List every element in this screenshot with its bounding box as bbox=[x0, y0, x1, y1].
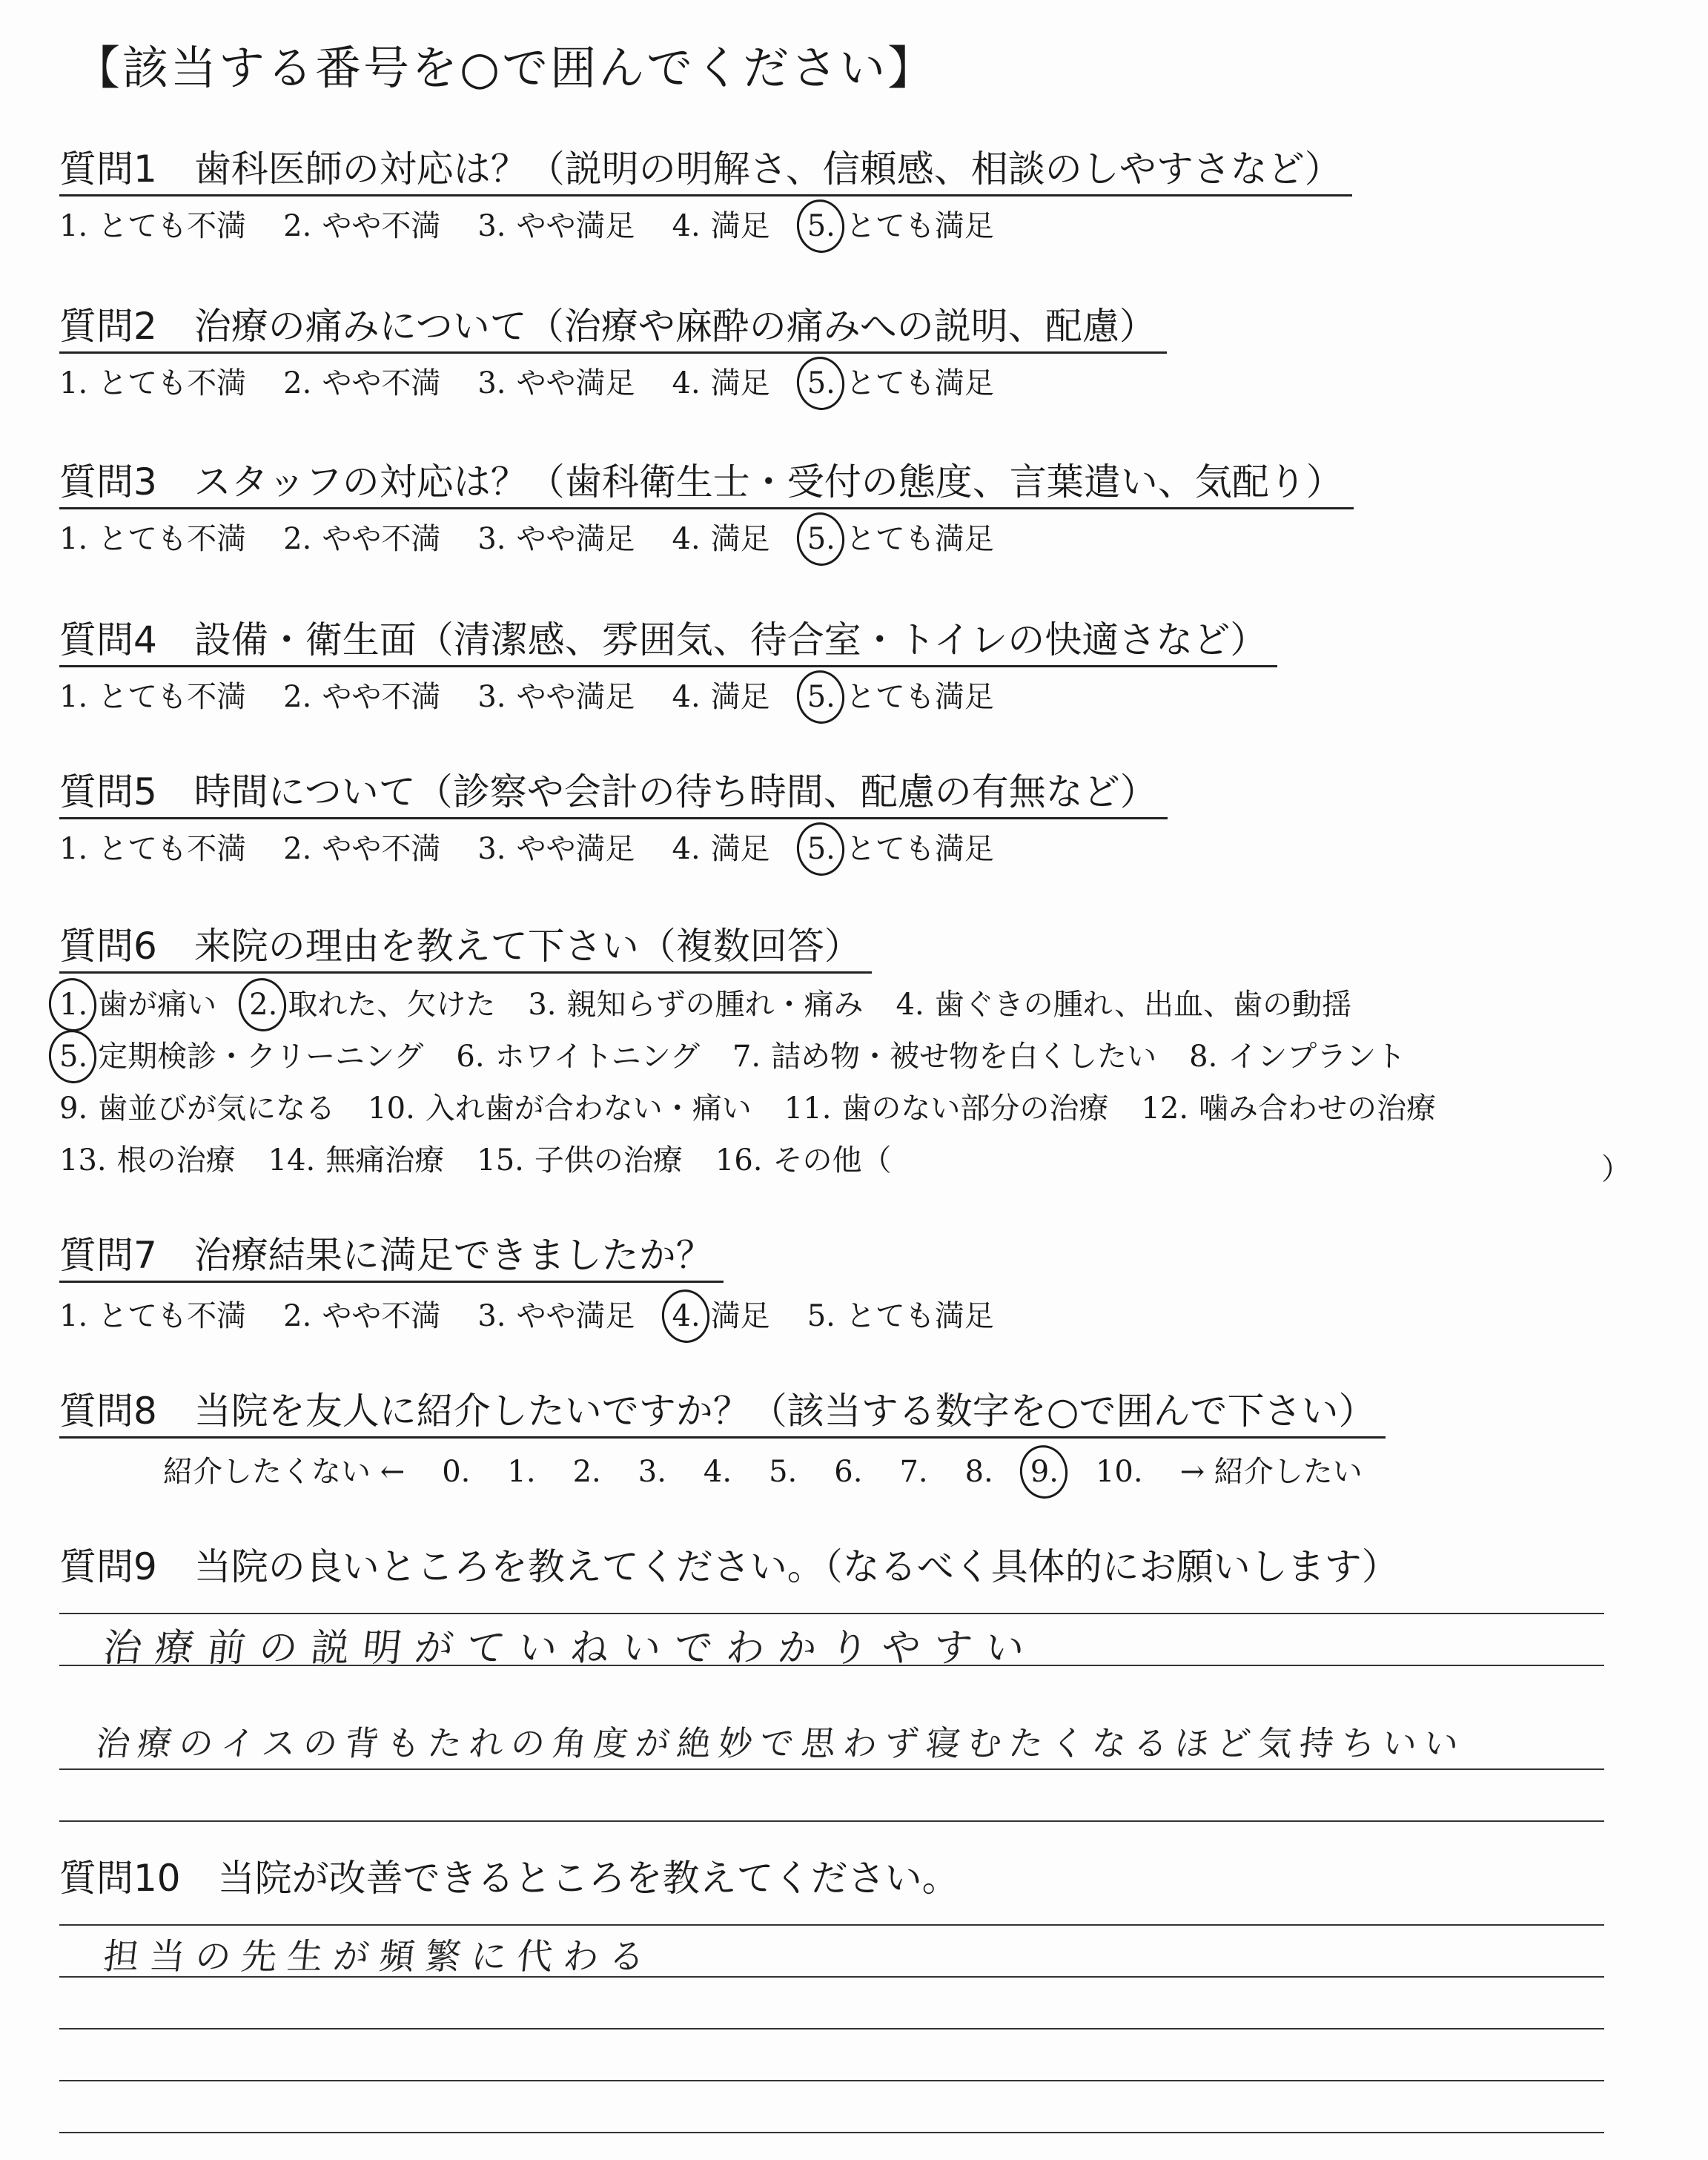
q4-option-label: やや不満 bbox=[322, 680, 441, 714]
q3-selected-circle bbox=[793, 509, 848, 569]
q6-reason-8[interactable] bbox=[1189, 1040, 1406, 1074]
q8-scale-option-0[interactable]: 0. bbox=[442, 1455, 471, 1489]
q7-options bbox=[59, 1301, 1031, 1331]
q1-option-label: とても満足 bbox=[845, 209, 994, 243]
q6-reason-label: 無痛治療 bbox=[325, 1143, 445, 1178]
q5-option-number: 3. bbox=[477, 832, 506, 866]
q3-option-number: 4. bbox=[672, 522, 701, 556]
q9-answer-line-4 bbox=[59, 1820, 1604, 1822]
q5-option-3[interactable] bbox=[477, 834, 635, 864]
q2-option-label: やや満足 bbox=[516, 366, 635, 400]
q6-reason-14[interactable] bbox=[268, 1143, 445, 1178]
q2-option-label: やや不満 bbox=[322, 366, 441, 400]
q6-reason-16[interactable] bbox=[715, 1143, 892, 1178]
q2-option-3[interactable] bbox=[477, 366, 635, 400]
q6-reason-label: 子供の治療 bbox=[534, 1143, 683, 1178]
q8-scale-option-4[interactable]: 4. bbox=[703, 1455, 732, 1489]
q2-option-1[interactable] bbox=[59, 366, 247, 400]
q6-other-close-paren: ） bbox=[1601, 1152, 1631, 1186]
q3-title: 質問3 スタッフの対応は？（歯科衛生士・受付の態度、言葉遣い、気配り） bbox=[59, 461, 1354, 509]
q8-scale-option-1[interactable]: 1. bbox=[507, 1455, 536, 1489]
q5-option-label: とても満足 bbox=[845, 832, 994, 866]
q10-answer-line-3 bbox=[59, 2028, 1604, 2029]
q6-reason-label: インプラント bbox=[1228, 1040, 1406, 1074]
q3-option-number: 2. bbox=[283, 522, 312, 556]
q2-selected-circle bbox=[793, 354, 848, 413]
q8-scale-option-7[interactable]: 7. bbox=[899, 1455, 928, 1489]
q6-reason-number: 8. bbox=[1189, 1040, 1218, 1074]
q2-option-number: 3. bbox=[477, 366, 506, 400]
q1-options bbox=[59, 211, 1031, 241]
q3-option-label: 満足 bbox=[710, 522, 770, 556]
q1-option-label: やや不満 bbox=[322, 209, 441, 243]
q6-reason-line-4 bbox=[59, 1143, 924, 1178]
q1-option-number: 2. bbox=[283, 209, 312, 243]
q3-option-3[interactable] bbox=[477, 524, 635, 554]
q6-reason-number: 5. bbox=[59, 1042, 87, 1071]
q6-reason-number: 10. bbox=[368, 1091, 415, 1126]
q6-reason-11[interactable] bbox=[784, 1091, 1109, 1126]
q10-answer-line-2 bbox=[59, 1976, 1604, 1978]
q3-option-2[interactable] bbox=[283, 524, 440, 554]
q3-option-1[interactable] bbox=[59, 524, 246, 554]
q9-answer-line-1 bbox=[59, 1613, 1604, 1614]
q1-option-number: 5. bbox=[807, 211, 835, 241]
q4-title: 質問4 設備・衛生面（清潔感、雰囲気、待合室・トイレの快適さなど） bbox=[59, 619, 1277, 667]
q3-option-number: 1. bbox=[59, 522, 88, 556]
q7-option-label: とても不満 bbox=[98, 1299, 247, 1333]
q6-reason-label: 歯ぐきの腫れ、出血、歯の動揺 bbox=[934, 988, 1352, 1022]
q3-option-label: とても満足 bbox=[845, 522, 994, 556]
q1-option-number: 4. bbox=[672, 209, 701, 243]
q4-option-number: 3. bbox=[477, 680, 506, 714]
q9-answer-line-2 bbox=[59, 1665, 1604, 1666]
q7-option-number: 5. bbox=[807, 1299, 835, 1333]
q8-high-label: → 紹介したい bbox=[1179, 1455, 1363, 1489]
q4-selected-circle bbox=[793, 667, 848, 727]
q4-option-4[interactable] bbox=[672, 682, 770, 712]
q6-reason-number: 12. bbox=[1141, 1091, 1189, 1126]
q6-reason-3[interactable] bbox=[528, 990, 863, 1020]
q6-reason-label: 定期検診・クリーニング bbox=[98, 1040, 424, 1074]
q4-option-number: 5. bbox=[807, 682, 835, 712]
q7-option-number: 3. bbox=[477, 1299, 506, 1333]
q5-option-number: 2. bbox=[283, 832, 312, 866]
q2-option-4[interactable] bbox=[672, 366, 770, 400]
q5-option-label: やや不満 bbox=[322, 832, 441, 866]
q6-reason-2[interactable] bbox=[249, 990, 495, 1020]
q1-option-4[interactable] bbox=[672, 211, 770, 241]
q7-option-3[interactable] bbox=[477, 1301, 635, 1331]
q6-reason-number: 7. bbox=[732, 1040, 761, 1074]
q7-option-2[interactable] bbox=[283, 1301, 440, 1331]
q1-option-number: 1. bbox=[59, 209, 88, 243]
q6-selected-circle bbox=[45, 975, 100, 1034]
q6-reason-6[interactable] bbox=[456, 1040, 700, 1074]
q8-scale bbox=[163, 1457, 1400, 1487]
q1-option-5[interactable] bbox=[807, 211, 994, 241]
q7-option-5[interactable] bbox=[807, 1301, 994, 1331]
q6-reason-label: 入れ歯が合わない・痛い bbox=[425, 1091, 752, 1126]
q6-reason-label: 根の治療 bbox=[116, 1143, 236, 1178]
q6-reason-number: 9. bbox=[59, 1091, 88, 1126]
q2-option-number: 5. bbox=[807, 369, 835, 398]
q10-title: 質問10 当院が改善できるところを教えてください。 bbox=[59, 1857, 959, 1900]
q4-option-label: とても不満 bbox=[98, 680, 247, 714]
q2-option-number: 1. bbox=[59, 366, 88, 400]
q9-answer-text-1[interactable]: 治療前の説明がていねいでわかりやすい bbox=[101, 1626, 1040, 1671]
q1-option-label: とても不満 bbox=[98, 209, 247, 243]
q7-option-label: やや満足 bbox=[516, 1299, 635, 1333]
q6-reason-line-3 bbox=[59, 1091, 1469, 1126]
q5-option-5[interactable] bbox=[807, 834, 994, 864]
q6-reason-line-2 bbox=[59, 1040, 1438, 1074]
q8-selected-circle bbox=[1016, 1442, 1071, 1502]
q2-option-number: 2. bbox=[283, 366, 312, 400]
q6-reason-13[interactable] bbox=[59, 1143, 236, 1178]
q7-option-1[interactable] bbox=[59, 1301, 246, 1331]
q6-reason-number: 16. bbox=[715, 1143, 763, 1178]
q6-reason-7[interactable] bbox=[732, 1040, 1157, 1074]
q4-option-number: 4. bbox=[672, 680, 701, 714]
q5-option-number: 4. bbox=[672, 832, 701, 866]
q4-option-label: やや満足 bbox=[516, 680, 635, 714]
q6-reason-number: 4. bbox=[896, 988, 924, 1022]
q3-option-5[interactable] bbox=[807, 524, 994, 554]
q6-reason-15[interactable] bbox=[477, 1143, 683, 1178]
q1-option-label: 満足 bbox=[710, 209, 770, 243]
q6-reason-number: 1. bbox=[59, 990, 87, 1020]
q3-option-label: やや満足 bbox=[516, 522, 635, 556]
q10-answer-line-5 bbox=[59, 2132, 1604, 2133]
q9-answer-text-2[interactable]: 治療のイスの背もたれの角度が絶妙で思わず寝むたくなるほど気持ちいい bbox=[93, 1723, 1469, 1763]
q5-option-4[interactable] bbox=[672, 834, 770, 864]
q5-option-1[interactable] bbox=[59, 834, 246, 864]
q7-option-number: 2. bbox=[283, 1299, 312, 1333]
q2-option-5[interactable] bbox=[807, 366, 994, 400]
page-title: 【該当する番号を○で囲んでください】 bbox=[74, 41, 936, 95]
q10-answer-text-1[interactable]: 担当の先生が頻繁に代わる bbox=[101, 1936, 658, 1978]
q10-answer-line-4 bbox=[59, 2080, 1604, 2081]
q6-reason-1[interactable] bbox=[59, 990, 216, 1020]
q6-reason-4[interactable] bbox=[896, 990, 1352, 1020]
q6-reason-number: 11. bbox=[784, 1091, 832, 1126]
q9-answer-line-3 bbox=[59, 1768, 1604, 1770]
q2-option-label: とても不満 bbox=[98, 366, 247, 400]
q3-option-4[interactable] bbox=[672, 524, 770, 554]
q6-reason-10[interactable] bbox=[368, 1091, 752, 1126]
q4-option-2[interactable] bbox=[283, 682, 440, 712]
q8-scale-option-2[interactable]: 2. bbox=[572, 1455, 601, 1489]
q8-scale-option-5[interactable]: 5. bbox=[769, 1455, 798, 1489]
q8-scale-option-8[interactable]: 8. bbox=[964, 1455, 993, 1489]
q7-option-number: 1. bbox=[59, 1299, 88, 1333]
q7-title: 質問7 治療結果に満足できましたか？ bbox=[59, 1235, 724, 1283]
q6-reason-label: 歯のない部分の治療 bbox=[841, 1091, 1109, 1126]
q6-reason-number: 15. bbox=[477, 1143, 524, 1178]
q3-option-number: 3. bbox=[477, 522, 506, 556]
q2-option-label: 満足 bbox=[710, 366, 770, 400]
q6-reason-number: 2. bbox=[249, 990, 277, 1020]
q6-reason-5[interactable] bbox=[59, 1040, 424, 1074]
q7-option-label: やや不満 bbox=[322, 1299, 441, 1333]
q6-reason-label: 歯が痛い bbox=[98, 988, 217, 1022]
q2-option-label: とても満足 bbox=[845, 366, 994, 400]
q5-option-label: とても不満 bbox=[98, 832, 247, 866]
q7-option-4[interactable] bbox=[672, 1301, 770, 1331]
q6-reason-label: 噛み合わせの治療 bbox=[1199, 1091, 1437, 1126]
q8-scale-option-3[interactable]: 3. bbox=[638, 1455, 666, 1489]
q8-scale-option-6[interactable]: 6. bbox=[834, 1455, 863, 1489]
q5-option-2[interactable] bbox=[283, 834, 440, 864]
q4-option-1[interactable] bbox=[59, 682, 246, 712]
q6-reason-number: 3. bbox=[528, 988, 557, 1022]
q9-title: 質問9 当院の良いところを教えてください。（なるべく具体的にお願いします） bbox=[59, 1545, 1399, 1588]
q6-reason-label: 歯並びが気になる bbox=[98, 1091, 336, 1126]
q6-reason-number: 14. bbox=[268, 1143, 316, 1178]
q1-option-number: 3. bbox=[477, 209, 506, 243]
q5-option-number: 1. bbox=[59, 832, 88, 866]
q6-reason-number: 6. bbox=[456, 1040, 485, 1074]
q3-options bbox=[59, 524, 1031, 554]
q2-title: 質問2 治療の痛みについて（治療や麻酔の痛みへの説明、配慮） bbox=[59, 305, 1167, 354]
q1-option-2[interactable] bbox=[283, 211, 440, 241]
q2-option-number: 4. bbox=[672, 366, 701, 400]
q6-selected-circle bbox=[45, 1027, 100, 1086]
q4-option-label: 満足 bbox=[710, 680, 770, 714]
q6-selected-circle bbox=[235, 975, 290, 1034]
q1-option-1[interactable] bbox=[59, 211, 246, 241]
q1-selected-circle bbox=[793, 196, 848, 256]
q7-option-number: 4. bbox=[672, 1301, 701, 1331]
q2-option-2[interactable] bbox=[283, 366, 441, 400]
q4-option-number: 2. bbox=[283, 680, 312, 714]
q8-scale-option-9[interactable]: 9. bbox=[1030, 1457, 1059, 1487]
q6-reason-label: 詰め物・被せ物を白くしたい bbox=[771, 1040, 1157, 1074]
q4-option-3[interactable] bbox=[477, 682, 635, 712]
q3-option-label: やや不満 bbox=[322, 522, 441, 556]
q6-reason-number: 13. bbox=[59, 1143, 107, 1178]
q10-answer-line-1 bbox=[59, 1924, 1604, 1926]
q6-reason-label: ホワイトニング bbox=[494, 1040, 700, 1074]
q3-option-number: 5. bbox=[807, 524, 835, 554]
q7-option-label: 満足 bbox=[710, 1299, 770, 1333]
q4-option-label: とても満足 bbox=[845, 680, 994, 714]
q5-option-label: 満足 bbox=[710, 832, 770, 866]
q8-scale-option-10[interactable]: 10. bbox=[1095, 1455, 1143, 1489]
q6-reason-12[interactable] bbox=[1141, 1091, 1437, 1126]
q8-low-label: 紹介したくない ← bbox=[163, 1455, 406, 1489]
q2-options bbox=[59, 366, 1031, 400]
q5-option-label: やや満足 bbox=[516, 832, 635, 866]
q7-option-label: とても満足 bbox=[845, 1299, 994, 1333]
q6-reason-label: その他（ bbox=[772, 1143, 892, 1178]
q4-option-5[interactable] bbox=[807, 682, 994, 712]
q1-option-label: やや満足 bbox=[516, 209, 635, 243]
q6-title: 質問6 来院の理由を教えて下さい（複数回答） bbox=[59, 925, 872, 974]
q4-option-number: 1. bbox=[59, 680, 88, 714]
q3-option-label: とても不満 bbox=[98, 522, 247, 556]
q5-option-number: 5. bbox=[807, 834, 835, 864]
q8-title: 質問8 当院を友人に紹介したいですか？（該当する数字を○で囲んで下さい） bbox=[59, 1390, 1386, 1439]
q1-title: 質問1 歯科医師の対応は？（説明の明解さ、信頼感、相談のしやすさなど） bbox=[59, 148, 1352, 196]
q5-selected-circle bbox=[793, 819, 848, 879]
q6-reason-label: 親知らずの腫れ・痛み bbox=[566, 988, 864, 1022]
q6-reason-line-1 bbox=[59, 990, 1384, 1020]
q6-reason-9[interactable] bbox=[59, 1091, 336, 1126]
q1-option-3[interactable] bbox=[477, 211, 635, 241]
q4-options bbox=[59, 682, 1031, 712]
q6-reason-label: 取れた、欠けた bbox=[288, 988, 496, 1022]
q7-selected-circle bbox=[658, 1287, 713, 1346]
q5-title: 質問5 時間について（診察や会計の待ち時間、配慮の有無など） bbox=[59, 771, 1168, 819]
q5-options bbox=[59, 834, 1031, 864]
